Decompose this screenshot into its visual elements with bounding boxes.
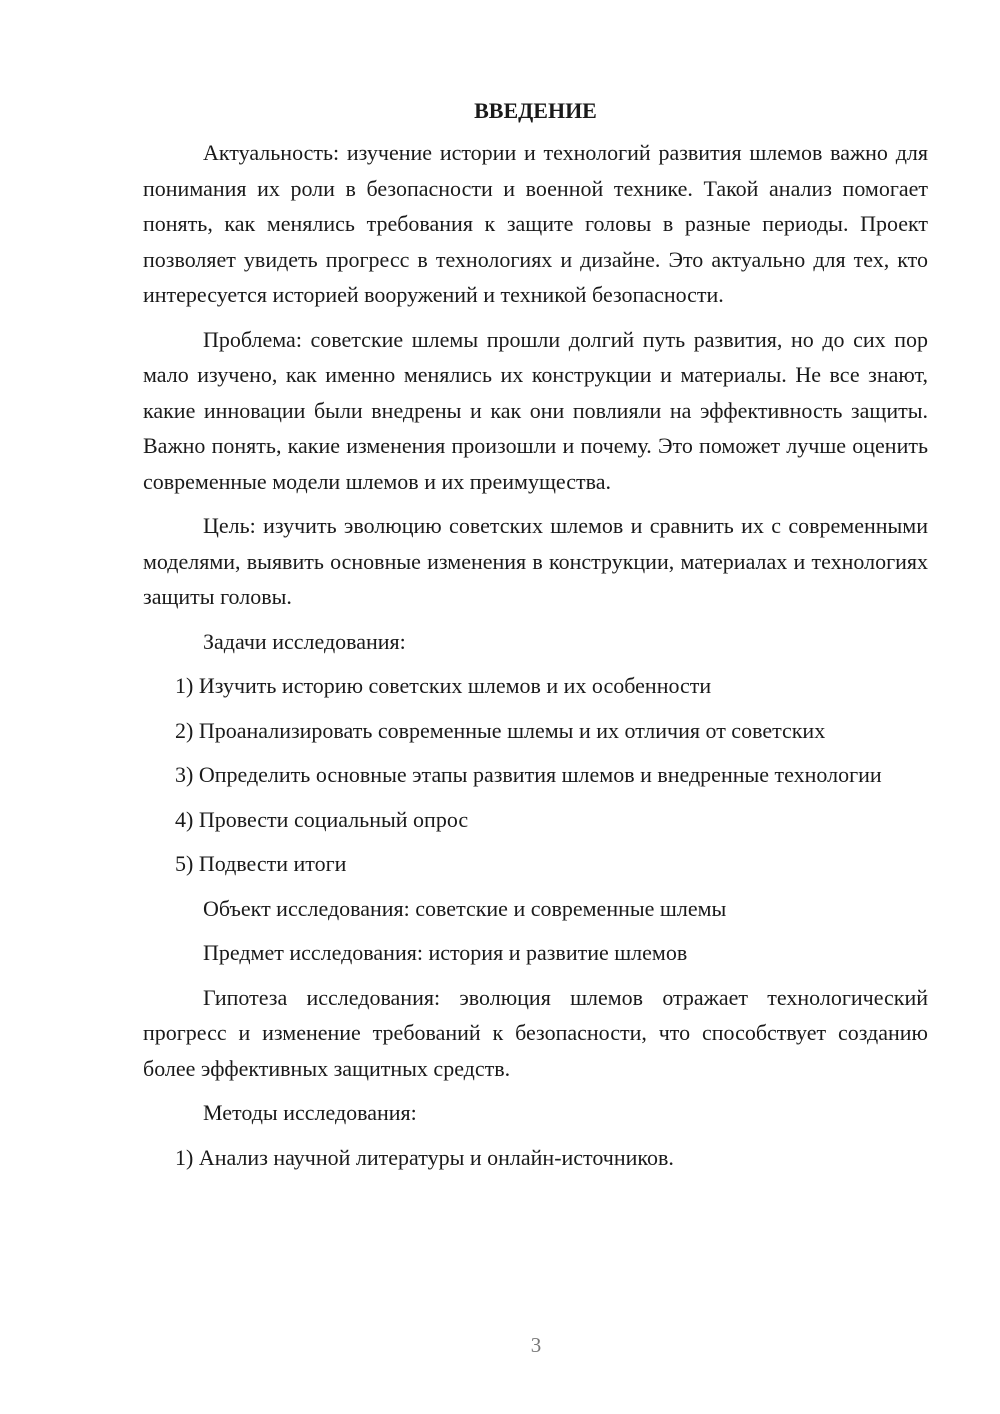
- section-title: ВВЕДЕНИЕ: [474, 98, 597, 123]
- relevance-paragraph: Актуальность: изучение истории и технологий развития шлемов важно для понимания их роли в безопасности и военной технике. Такой анализ помогает понять, как менялись требования к защите головы в разные периоды. Проект позволяет увидеть прогресс в технологиях и дизайне. Это актуально для тех, кто интересуется историей вооружений и техникой безопасности.: [143, 140, 928, 307]
- document-body: [143, 96, 928, 1184]
- task-item-2: 2) Проанализировать современные шлемы и их отличия от советских: [175, 717, 826, 743]
- subject-paragraph: Предмет исследования: история и развитие шлемов: [203, 940, 688, 965]
- task-item-1: 1) Изучить историю советских шлемов и их особенности: [175, 673, 712, 698]
- methods-heading: Методы исследования:: [203, 1100, 417, 1125]
- method-item-1: 1) Анализ научной литературы и онлайн-источников.: [175, 1144, 674, 1170]
- task-item-5: 5) Подвести итоги: [175, 851, 347, 876]
- hypothesis-paragraph: Гипотеза исследования: эволюция шлемов отражает технологический прогресс и изменение требований к безопасности, что способствует созданию более эффективных защитных средств.: [143, 984, 928, 1081]
- goal-paragraph: Цель: изучить эволюцию советских шлемов и сравнить их с современными моделями, выявить основные изменения в конструкции, материалах и технологиях защиты головы.: [143, 513, 928, 609]
- document-text: [143, 135, 928, 1175]
- task-item-4: 4) Провести социальный опрос: [175, 806, 469, 832]
- object-paragraph: Объект исследования: советские и современные шлемы: [203, 895, 727, 921]
- tasks-heading: Задачи исследования:: [203, 628, 406, 654]
- problem-paragraph: Проблема: советские шлемы прошли долгий путь развития, но до сих пор мало изучено, как именно менялись их конструкции и материалы. Не все знают, какие инновации были внедрены и как они повлияли на эффективность защиты. Важно понять, какие изменения произошли и почему. Это поможет лучше оценить современные модели шлемов и их преимущества.: [143, 326, 928, 494]
- page-number: 3: [530, 1333, 542, 1357]
- task-item-3: 3) Определить основные этапы развития шлемов и внедренные технологии: [175, 762, 882, 787]
